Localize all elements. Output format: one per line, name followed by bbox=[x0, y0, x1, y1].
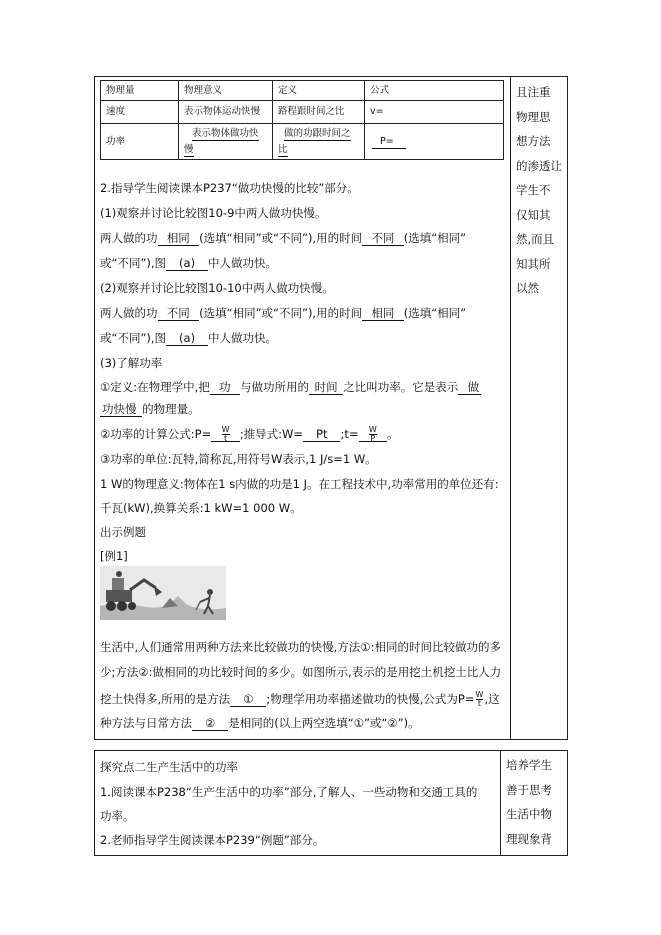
answer-text: 不同 bbox=[371, 231, 395, 245]
side-note-line: 物理思 bbox=[516, 109, 551, 124]
text: 是相同的(以上两空选填“①”或“②”)。 bbox=[228, 716, 420, 730]
answer-blank bbox=[210, 380, 240, 395]
example-paragraph-line-3 bbox=[100, 689, 500, 709]
answer-blank bbox=[192, 716, 228, 731]
fraction-w-over-t bbox=[222, 426, 230, 443]
power-definition-text-1: 做的功跟时间之 bbox=[284, 128, 351, 139]
one-watt-meaning-line: 1 W的物理意义:物体在1 s内做的功是1 J。在工程技术中,功率常用的单位还有: bbox=[100, 477, 499, 491]
kilowatt-conversion-line: 千瓦(kW),换算关系:1 kW=1 000 W。 bbox=[100, 501, 302, 515]
show-example-label: 出示例题 bbox=[100, 525, 146, 539]
excavator-illustration bbox=[100, 566, 226, 620]
example-1-label: [例1] bbox=[100, 549, 128, 563]
answer-text: ② bbox=[204, 716, 216, 730]
section-2-line-3: 2.老师指导学生阅读课本P239“例题”部分。 bbox=[100, 833, 325, 847]
observe-fig-10-10: (2)观察并讨论比较图10-10中两人做功快慢。 bbox=[100, 281, 334, 295]
section-2-line-1: 1.阅读课本P238“生产生活中的功率”部分,了解人、一些动物和交通工具的 bbox=[100, 785, 478, 799]
side-note-line: 培养学生 bbox=[506, 758, 552, 772]
side-note-line: 且注重 bbox=[516, 85, 551, 99]
instruction-read-p237: 2.指导学生阅读课本P237“做功快慢的比较”部分。 bbox=[100, 181, 359, 195]
answer-blank bbox=[158, 231, 200, 246]
text: (选填“相同” bbox=[403, 231, 467, 245]
answer-text: (a) bbox=[179, 331, 196, 345]
table-header-meaning: 物理意义 bbox=[184, 85, 223, 96]
text: 与做功所用的 bbox=[239, 380, 309, 394]
answer-blank bbox=[166, 331, 208, 346]
fig-10-10-answer-line-1 bbox=[100, 306, 466, 320]
answer-text: 功 bbox=[219, 380, 231, 394]
numerator: W bbox=[221, 425, 230, 434]
fraction-w-over-p bbox=[369, 426, 377, 443]
denominator: t bbox=[223, 434, 228, 443]
table-cell-power-definition-1 bbox=[284, 128, 351, 141]
section-2-title: 探究点二生产生活中的功率 bbox=[100, 760, 238, 774]
table-cell-power-meaning-2 bbox=[184, 144, 194, 157]
answer-text: 相同 bbox=[371, 306, 395, 320]
answer-blank bbox=[362, 231, 404, 246]
understand-power-heading: (3)了解功率 bbox=[100, 356, 163, 370]
text: (选填“相同”或“不同”),用的时间 bbox=[199, 306, 363, 320]
example-paragraph-line-2: 少;方法②:做相同的功比较时间的多少。如图所示,表示的是用挖土机挖土比人力 bbox=[100, 665, 502, 679]
answer-blank bbox=[303, 427, 340, 442]
answer-blank bbox=[359, 427, 388, 442]
text: ;t= bbox=[340, 427, 359, 441]
text: 或“不同”),图 bbox=[100, 256, 167, 270]
text: 或“不同”),图 bbox=[100, 331, 167, 345]
side-note-line: 的渗透让 bbox=[516, 158, 562, 173]
answer-text: (a) bbox=[179, 256, 196, 270]
answer-text: 做 bbox=[467, 380, 480, 394]
denominator: t bbox=[477, 699, 482, 708]
text: 。 bbox=[387, 427, 399, 441]
power-meaning-text-1: 表示物体做功快 bbox=[192, 128, 259, 139]
answer-blank bbox=[230, 692, 266, 707]
text: ;推导式:W= bbox=[239, 427, 304, 441]
observe-fig-10-9: (1)观察并讨论比较图10-9中两人做功快慢。 bbox=[100, 206, 327, 220]
text: 两人做的功 bbox=[100, 231, 158, 245]
fig-10-9-answer-line-2 bbox=[100, 256, 277, 270]
power-formula-line bbox=[100, 424, 399, 444]
answer-text: 不同 bbox=[166, 306, 190, 320]
text: 中人做功快。 bbox=[208, 256, 278, 270]
table-hline-2 bbox=[100, 123, 504, 124]
table-cell-power: 功率 bbox=[106, 136, 126, 147]
side-note-upper bbox=[516, 80, 566, 301]
side-note-line: 知其所 bbox=[516, 256, 551, 271]
table-cell-speed-formula: v= bbox=[370, 106, 384, 117]
text: 种方法与日常方法 bbox=[100, 716, 192, 730]
text: ②功率的计算公式:P= bbox=[100, 427, 212, 441]
example-paragraph-line-4 bbox=[100, 716, 420, 730]
side-note-line: 理现象背 bbox=[506, 831, 552, 846]
answer-blank bbox=[309, 380, 343, 395]
table-header-formula: 公式 bbox=[370, 85, 390, 96]
fraction-w-over-t bbox=[476, 691, 484, 708]
text: 两人做的功 bbox=[100, 306, 158, 320]
text: ①定义:在物理学中,把 bbox=[100, 380, 210, 394]
side-note-lower bbox=[506, 753, 564, 851]
side-note-line: 想方法 bbox=[516, 134, 551, 148]
denominator: P bbox=[370, 434, 376, 443]
table-cell-speed-definition: 路程跟时间之比 bbox=[278, 106, 345, 117]
power-definition-line-2 bbox=[100, 402, 200, 416]
lower-divider bbox=[500, 750, 501, 856]
answer-blank bbox=[362, 306, 404, 321]
text: 中人做功快。 bbox=[208, 331, 278, 345]
power-meaning-text-2: 慢 bbox=[184, 144, 194, 155]
answer-blank bbox=[211, 427, 240, 442]
table-cell-power-formula bbox=[372, 136, 406, 149]
power-formula-text: P= bbox=[380, 136, 394, 147]
text: 挖土快得多,所用的是方法 bbox=[100, 692, 231, 706]
table-cell-speed-meaning: 表示物体运动快慢 bbox=[184, 106, 261, 117]
answer-blank bbox=[100, 402, 142, 417]
definition-table bbox=[100, 80, 504, 160]
section-2-line-2: 功率。 bbox=[100, 809, 135, 823]
numerator: W bbox=[368, 425, 377, 434]
table-header-definition: 定义 bbox=[278, 85, 298, 96]
answer-blank bbox=[158, 306, 200, 321]
answer-text: 功快慢 bbox=[102, 402, 137, 416]
side-note-line: 生活中物 bbox=[506, 807, 552, 821]
text: 的物理量。 bbox=[142, 402, 200, 416]
upper-divider bbox=[510, 76, 511, 740]
fig-10-9-answer-line-1 bbox=[100, 231, 466, 245]
answer-text: 时间 bbox=[314, 380, 338, 394]
answer-blank bbox=[458, 380, 481, 395]
numerator: W bbox=[475, 690, 484, 699]
table-cell-power-definition-2 bbox=[278, 144, 288, 157]
answer-text: 相同 bbox=[166, 231, 190, 245]
power-definition-line-1 bbox=[100, 380, 481, 394]
fig-10-10-answer-line-2 bbox=[100, 331, 277, 345]
power-definition-text-2: 比 bbox=[278, 144, 288, 155]
table-header-quantity: 物理量 bbox=[106, 85, 135, 96]
answer-text: ① bbox=[243, 692, 254, 706]
text: ,这 bbox=[484, 692, 500, 706]
text: (选填“相同” bbox=[403, 306, 467, 320]
side-note-line: 学生不 bbox=[516, 183, 551, 197]
power-unit-line: ③功率的单位:瓦特,简称瓦,用符号W表示,1 J/s=1 W。 bbox=[100, 452, 377, 466]
text: ;物理学用功率描述做功的快慢,公式为P= bbox=[266, 692, 475, 706]
answer-blank bbox=[166, 256, 208, 271]
text: 之比叫功率。它是表示 bbox=[343, 380, 459, 394]
table-vline-2 bbox=[272, 80, 273, 160]
side-note-line: 以然 bbox=[516, 281, 539, 295]
table-cell-speed: 速度 bbox=[106, 106, 126, 117]
answer-text: Pt bbox=[316, 427, 328, 441]
side-note-line: 仅知其 bbox=[516, 207, 551, 222]
table-vline-1 bbox=[178, 80, 179, 160]
table-hline-1 bbox=[100, 100, 504, 101]
example-paragraph-line-1: 生活中,人们通常用两种方法来比较做功的快慢,方法①:相同的时间比较做功的多 bbox=[100, 640, 501, 654]
text: (选填“相同”或“不同”),用的时间 bbox=[199, 231, 363, 245]
table-cell-power-meaning-1 bbox=[192, 128, 259, 141]
side-note-line: 然,而且 bbox=[516, 232, 555, 246]
side-note-line: 善于思考 bbox=[506, 782, 552, 797]
table-vline-3 bbox=[364, 80, 365, 160]
